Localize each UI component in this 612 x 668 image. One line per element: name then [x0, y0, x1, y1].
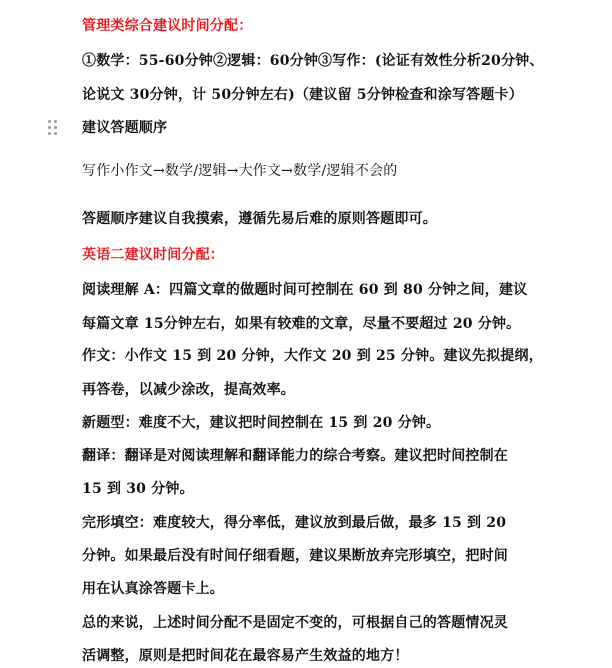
answer-order-heading: 建议答题顺序 [82, 120, 168, 136]
translation-line-2: 15 到 30 分钟。 [82, 481, 194, 497]
answer-order-note: 答题顺序建议自我摸索，遵循先易后难的原则答题即可。 [82, 211, 437, 227]
summary-line-1: 总的来说，上述时间分配不是固定不变的，可根据自己的答题情况灵 [82, 615, 508, 631]
writing-line-1: 作文：小作文 15 到 20 分钟，大作文 20 到 25 分钟。建议先拟提纲， [82, 348, 543, 364]
reading-line-1: 阅读理解 A：四篇文章的做题时间可控制在 60 到 80 分钟之间，建议 [82, 282, 528, 298]
cloze-line-3: 用在认真涂答题卡上。 [82, 581, 224, 597]
reading-line-2: 每篇文章 15分钟左右，如果有较难的文章，尽量不要超过 20 分钟。 [82, 316, 521, 332]
translation-line-1: 翻译：翻译是对阅读理解和翻译能力的综合考察。建议把时间控制在 [82, 448, 508, 464]
mgmt-time-line-2: 论说文 30分钟，计 50分钟左右)（建议留 5分钟检查和涂写答题卡） [82, 87, 523, 103]
mgmt-time-line-1: ①数学：55-60分钟②逻辑：60分钟③写作：(论证有效性分析20分钟、 [82, 53, 544, 69]
cloze-line-1: 完形填空：难度较大，得分率低，建议放到最后做，最多 15 到 20 [82, 515, 507, 531]
summary-line-2: 活调整，原则是把时间花在最容易产生效益的地方！ [82, 648, 409, 664]
mgmt-time-heading: 管理类综合建议时间分配： [82, 18, 253, 34]
drag-handle-icon[interactable] [48, 120, 58, 136]
writing-line-2: 再答卷，以减少涂改，提高效率。 [82, 382, 295, 398]
new-type-line: 新题型：难度不大，建议把时间控制在 15 到 20 分钟。 [82, 415, 441, 431]
english-time-heading: 英语二建议时间分配： [82, 247, 224, 263]
answer-order-line: 写作小作文→数学/逻辑→大作文→数学/逻辑不会的 [82, 163, 398, 179]
cloze-line-2: 分钟。如果最后没有时间仔细看题，建议果断放弃完形填空，把时间 [82, 548, 508, 564]
